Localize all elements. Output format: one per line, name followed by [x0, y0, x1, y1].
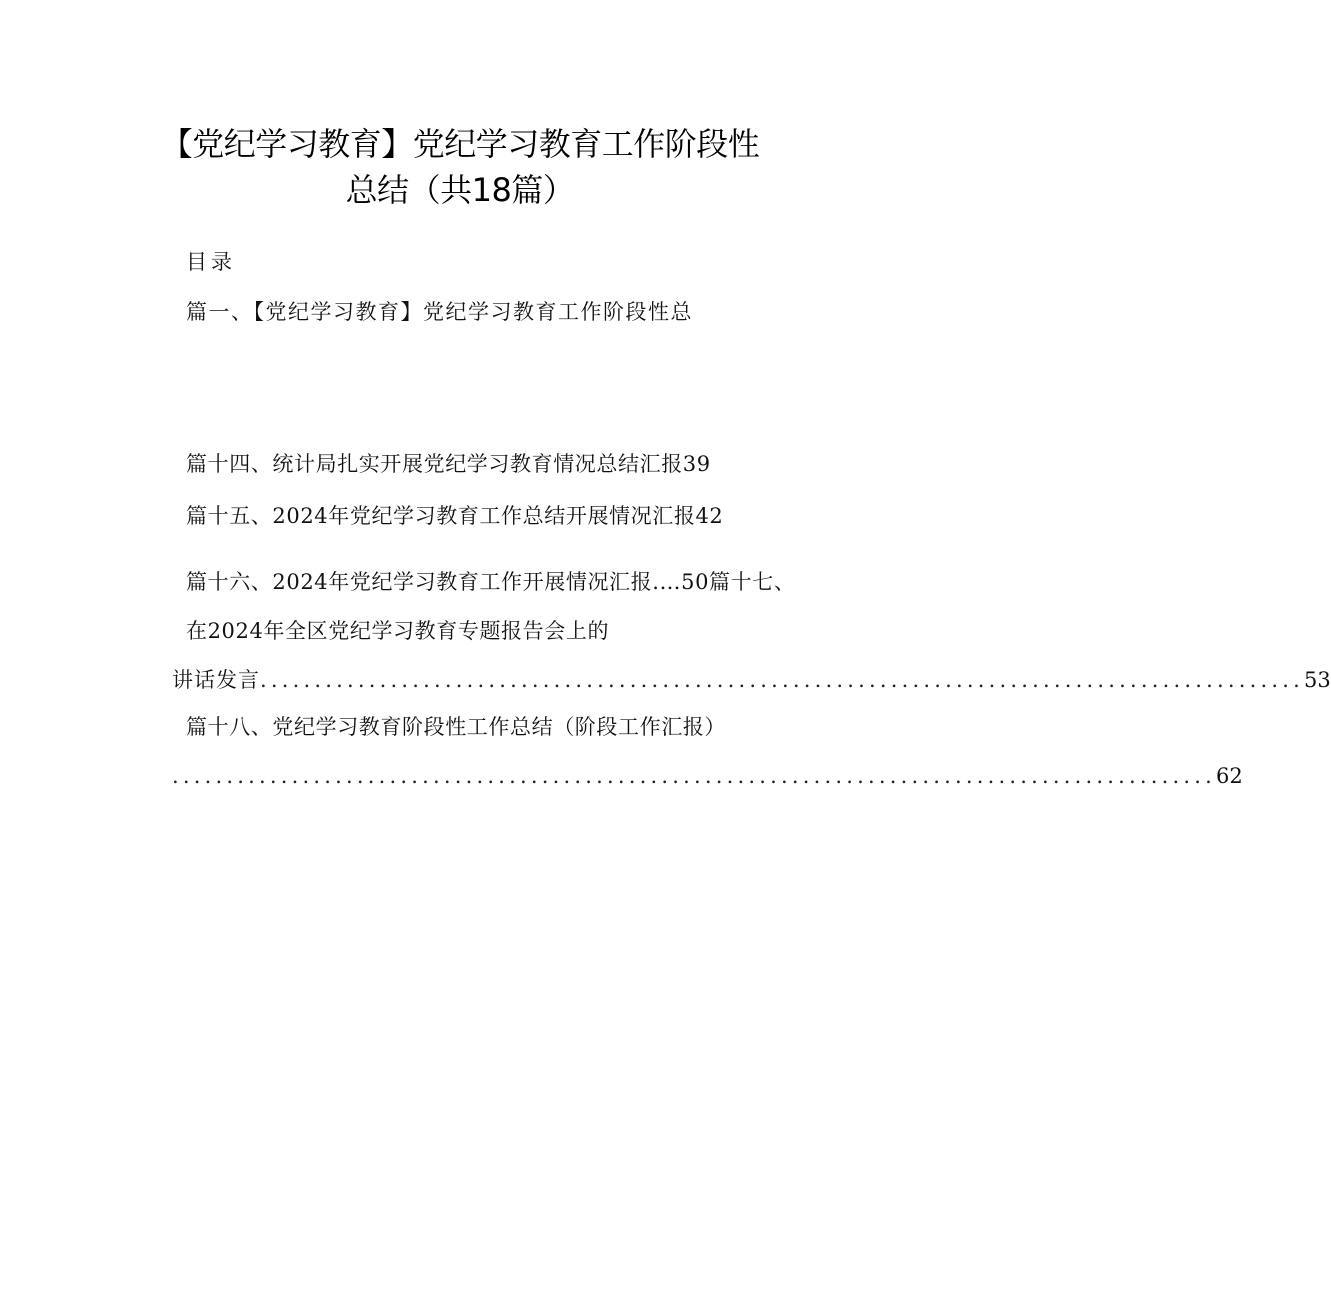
toc-entry-18-page: 62	[1216, 764, 1243, 788]
document-title-line-2: 总结（共18篇）	[345, 171, 575, 209]
toc-entry-1: 篇一、【党纪学习教育】党纪学习教育工作阶段性总	[186, 300, 693, 324]
toc-leader-dots: ................................................................................................	[172, 764, 1217, 788]
toc-entry-17-page: 53	[1304, 668, 1331, 692]
toc-entry-18: 篇十八、党纪学习教育阶段性工作总结（阶段工作汇报）	[186, 715, 726, 739]
toc-leader-dots: ................................................................................................	[260, 668, 1305, 692]
toc-entry-14: 篇十四、统计局扎实开展党纪学习教育情况总结汇报39	[186, 452, 711, 476]
toc-entry-17-line-2: 在2024年全区党纪学习教育专题报告会上的	[186, 619, 610, 643]
toc-entry-15: 篇十五、2024年党纪学习教育工作总结开展情况汇报42	[186, 504, 724, 528]
toc-heading: 目录	[186, 250, 236, 274]
toc-entry-17-line-3: 讲话发言	[172, 668, 260, 692]
document-title-line-1: 【党纪学习教育】党纪学习教育工作阶段性	[160, 125, 760, 163]
toc-entry-17-leader-row	[172, 666, 1331, 694]
toc-entry-16: 篇十六、2024年党纪学习教育工作开展情况汇报.…50篇十七、	[186, 570, 796, 594]
toc-entry-18-leader-row	[172, 762, 1243, 790]
